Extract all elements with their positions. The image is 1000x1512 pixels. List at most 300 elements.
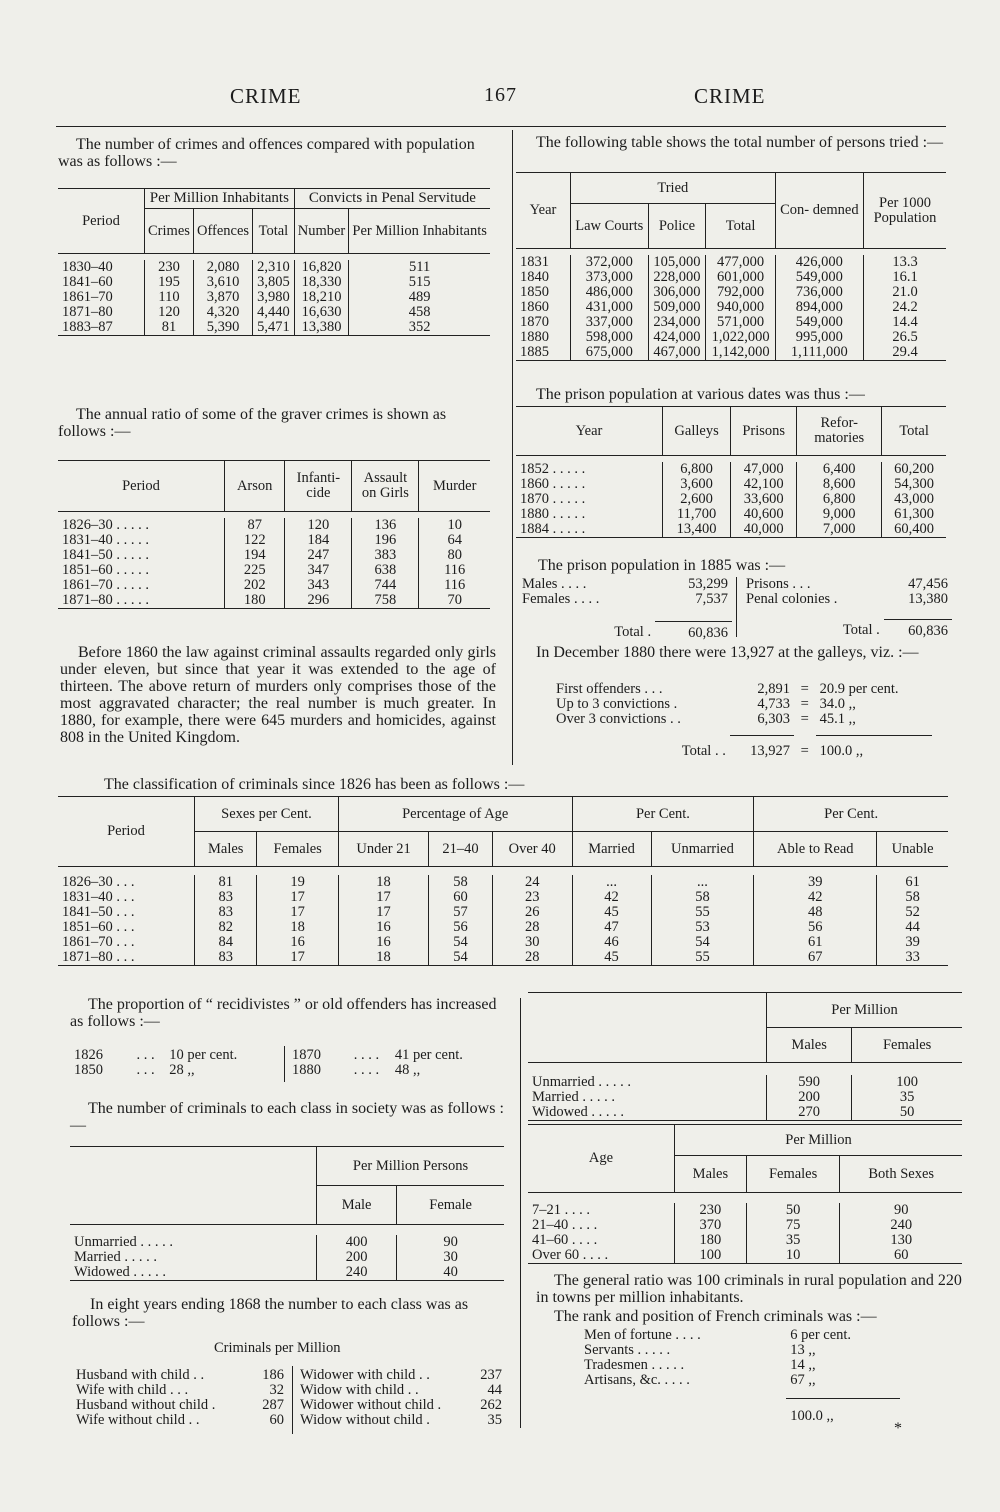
s12-males-head: Males — [675, 1156, 747, 1193]
s7-age-head: Percentage of Age — [338, 797, 572, 832]
s1-cell: 110 — [145, 290, 194, 305]
s10-cell: 237 — [480, 1367, 502, 1383]
s10-cell: Husband with child . . — [76, 1367, 205, 1383]
s8-cell: 1826 — [74, 1047, 103, 1063]
s4-cell: 47,000 — [731, 462, 797, 477]
s11-females-head: Females — [852, 1028, 962, 1063]
s1-cell: 16,630 — [294, 305, 349, 320]
s3-cell: 1885 — [516, 345, 571, 361]
s3-cell: 549,000 — [775, 315, 863, 330]
s5-cell: 60,836 — [688, 624, 728, 641]
s8-cell: 10 per cent. — [169, 1047, 238, 1063]
s3-cell: 306,000 — [648, 285, 706, 300]
s6-cell: = — [800, 711, 809, 727]
s2-murder-head: Murder — [419, 461, 490, 512]
s7-cell: 54 — [429, 950, 493, 966]
s2-cell: 122 — [225, 533, 285, 548]
s7-cell: 46 — [572, 935, 651, 950]
table-row — [516, 300, 946, 315]
s4-cell: 11,700 — [663, 507, 731, 522]
table-row — [296, 1383, 506, 1398]
table-row — [58, 890, 948, 905]
s12-cell: 7–21 . . . . — [532, 1202, 590, 1218]
s4-cell: 1860 . . . . . — [520, 476, 586, 492]
s8-cell: 1880 — [292, 1062, 321, 1078]
table-row — [580, 1328, 900, 1343]
s3-cell: 549,000 — [775, 270, 863, 285]
table-row — [552, 712, 932, 727]
s7-cell: 67 — [754, 950, 877, 966]
s8-intro: The proportion of “ recidivistes ” or old offenders has increased as follows :— — [70, 996, 497, 1030]
table-row — [72, 1368, 288, 1383]
s7-cell: 58 — [651, 890, 754, 905]
s1-cell: 4,440 — [253, 305, 295, 320]
s7-cell: 45 — [572, 950, 651, 966]
s12-cell: 370 — [675, 1218, 747, 1233]
table-row — [552, 697, 932, 712]
s10-cell: Widower without child . — [300, 1397, 442, 1413]
s5-cell: Total . — [842, 622, 880, 638]
s3-cell: 477,000 — [706, 255, 775, 270]
s7-cell: 24 — [492, 875, 572, 890]
s13-total: 100.0 ,, — [790, 1408, 834, 1424]
s4-reform-head: Refor- matories — [797, 407, 882, 456]
s7-cell: 30 — [492, 935, 572, 950]
s3-cell: 16.1 — [864, 270, 947, 285]
page-number: 167 — [484, 84, 517, 106]
table-row — [516, 522, 946, 538]
s1-cell: 1871–80 — [62, 304, 113, 320]
footnote-mark: * — [894, 1420, 902, 1437]
column-divider-top — [512, 130, 513, 765]
s2-cell: 1871–80 . . . . . — [58, 593, 225, 609]
s4-cell: 40,000 — [731, 522, 797, 538]
s2-cell: 383 — [352, 548, 419, 563]
s1-total-head: Total — [253, 209, 295, 254]
table-row — [742, 619, 952, 639]
s3-cell: 29.4 — [864, 345, 947, 361]
s2-cell: 180 — [225, 593, 285, 609]
s1-cell: 489 — [349, 290, 490, 305]
s2-cell: 184 — [285, 533, 352, 548]
s3-cell: 601,000 — [706, 270, 775, 285]
table-row — [742, 592, 952, 607]
s7-cell: 56 — [754, 920, 877, 935]
s7-cell: 48 — [754, 905, 877, 920]
s6-cell: Up to 3 convictions . — [556, 696, 678, 712]
s6-intro: In December 1880 there were 13,927 at the galleys, viz. :— — [536, 644, 919, 661]
s3-cell: 940,000 — [706, 300, 775, 315]
table-row — [58, 950, 948, 966]
s12-cell: 100 — [675, 1248, 747, 1264]
s10-cell: 287 — [262, 1397, 284, 1413]
s7-cell: 17 — [338, 890, 428, 905]
s1-cell: 16,820 — [294, 260, 349, 275]
s10-cell: 186 — [262, 1367, 284, 1383]
s3-cell: 792,000 — [706, 285, 775, 300]
s11-cell: Widowed . . . . . — [528, 1105, 767, 1121]
s6-cell: 34.0 ,, — [819, 696, 856, 712]
s6-cell: Total . . — [681, 742, 726, 759]
s10-caption: Criminals per Million — [214, 1340, 341, 1356]
s3-per1000-head: Per 1000 Population — [864, 173, 947, 249]
s7-sexes-head: Sexes per Cent. — [195, 797, 339, 832]
table-row — [70, 1048, 280, 1063]
s1-cell: 195 — [145, 275, 194, 290]
s6-cell: 20.9 per cent. — [819, 681, 899, 697]
s7-cell: 39 — [877, 935, 948, 950]
s3-cell: 486,000 — [571, 285, 649, 300]
s7-pc2-head: Per Cent. — [754, 797, 948, 832]
s2-cell: 347 — [285, 563, 352, 578]
table-row — [516, 507, 946, 522]
s4-cell: 1852 . . . . . — [520, 461, 586, 477]
s9-cell: 40 — [397, 1265, 504, 1281]
table-row — [580, 1373, 900, 1388]
per-million-marital-table — [528, 992, 962, 1121]
s10-cell: Widower with child . . — [300, 1367, 430, 1383]
table-row — [58, 593, 490, 609]
s12-cell: 41–60 . . . . — [532, 1232, 598, 1248]
s11-males-head: Males — [767, 1028, 852, 1063]
s13-cell: Artisans, &c. . . . . — [584, 1372, 690, 1388]
s8-cell: 1870 — [292, 1047, 321, 1063]
table-row — [742, 577, 952, 592]
s11-cell: 270 — [767, 1105, 852, 1121]
s12-cell: 75 — [746, 1218, 840, 1233]
table-row — [58, 275, 490, 290]
s4-cell: 1880 . . . . . — [520, 506, 586, 522]
s4-cell: 3,600 — [663, 477, 731, 492]
table-row — [58, 305, 490, 320]
table-row — [58, 518, 490, 533]
s5-cell: Prisons . . . — [746, 576, 811, 592]
s11-cell: 590 — [767, 1075, 852, 1090]
table-row — [516, 477, 946, 492]
s12-cell: 10 — [746, 1248, 840, 1264]
table-row — [528, 1075, 962, 1090]
s9-intro: The number of criminals to each class in society was as follows :— — [70, 1100, 504, 1134]
s2-arson-head: Arson — [225, 461, 285, 512]
s7-cell: 58 — [429, 875, 493, 890]
s7-cell: ... — [572, 875, 651, 890]
s7-cell: 42 — [572, 890, 651, 905]
s7-cell: 83 — [195, 950, 257, 966]
s2-cell: 1841–50 . . . . . — [62, 547, 149, 563]
s7-cell: 61 — [754, 935, 877, 950]
table-row — [70, 1235, 504, 1250]
column-divider-bottom — [520, 998, 521, 1428]
s3-cell: 24.2 — [864, 300, 947, 315]
s9-group-head: Per Million Persons — [317, 1147, 505, 1186]
s7-cell: 1861–70 . . . — [62, 934, 135, 950]
s2-cell: 1861–70 . . . . . — [62, 577, 149, 593]
s3-cell: 373,000 — [571, 270, 649, 285]
s7-cell: 19 — [257, 875, 338, 890]
s4-cell: 7,000 — [797, 522, 882, 538]
table-row — [518, 592, 732, 607]
s1-cell: 515 — [349, 275, 490, 290]
s9-cell: Unmarried . . . . . — [74, 1234, 174, 1250]
s3-cell: 431,000 — [571, 300, 649, 315]
s7-cell: 58 — [877, 890, 948, 905]
s7-intro: The classification of criminals since 1826 has been as follows :— — [104, 776, 525, 793]
running-head-right: CRIME — [694, 84, 766, 108]
s12-age-head: Age — [528, 1125, 675, 1193]
s6-cell: 4,733 — [757, 696, 790, 712]
table-row — [516, 462, 946, 477]
s3-cell: 509,000 — [648, 300, 706, 315]
s7-cell: 47 — [572, 920, 651, 935]
s6-cell: 6,303 — [757, 711, 790, 727]
s7-cell: 42 — [754, 890, 877, 905]
s7-cell: 55 — [651, 905, 754, 920]
s12-cell: 60 — [840, 1248, 962, 1264]
s11-cell: Unmarried . . . . . — [532, 1074, 632, 1090]
s7-cell: 17 — [257, 950, 338, 966]
s7-cell: 23 — [492, 890, 572, 905]
table-row — [296, 1368, 506, 1383]
table-row — [58, 920, 948, 935]
s7-cell: 84 — [195, 935, 257, 950]
s11-cell: 200 — [767, 1090, 852, 1105]
s9-female-head: Female — [397, 1186, 504, 1225]
s2-cell: 225 — [225, 563, 285, 578]
s7-cell: 28 — [492, 920, 572, 935]
s9-male-head: Male — [317, 1186, 397, 1225]
s5-cell: Females . . . . — [522, 591, 600, 607]
table-row — [516, 492, 946, 507]
running-head-left: CRIME — [230, 84, 302, 108]
s13-cell: Tradesmen . . . . . — [584, 1357, 685, 1373]
s5-cell: Total . — [614, 624, 652, 640]
s7-cell: 26 — [492, 905, 572, 920]
s10-cell: 35 — [487, 1412, 502, 1428]
s3-cell: 14.4 — [864, 315, 947, 330]
s7-cell: 1841–50 . . . — [62, 904, 135, 920]
s8-cell: . . . . — [353, 1062, 380, 1078]
s12-group-head: Per Million — [675, 1125, 963, 1156]
s2-cell: 136 — [352, 518, 419, 533]
table-row — [58, 320, 490, 336]
s7-cell: 56 — [429, 920, 493, 935]
s2-cell: 343 — [285, 578, 352, 593]
s7-cell: 53 — [651, 920, 754, 935]
s1-group2-head: Convicts in Penal Servitude — [294, 189, 490, 209]
s7-unmarried-head: Unmarried — [651, 832, 754, 867]
s3-cell: 995,000 — [775, 330, 863, 345]
family-status-right — [296, 1368, 506, 1428]
s2-cell: 744 — [352, 578, 419, 593]
s7-cell: 57 — [429, 905, 493, 920]
s1-cell: 18,330 — [294, 275, 349, 290]
s10-cell: 262 — [480, 1397, 502, 1413]
s3-cell: 675,000 — [571, 345, 649, 361]
s7-cell: 16 — [338, 920, 428, 935]
s5-cell: Penal colonies . — [746, 591, 838, 607]
s2-cell: 80 — [419, 548, 490, 563]
s4-total-head: Total — [882, 407, 946, 456]
s4-cell: 61,300 — [882, 507, 946, 522]
s5-cell: 13,380 — [908, 591, 948, 607]
s2-cell: 120 — [285, 518, 352, 533]
s2-cell: 194 — [225, 548, 285, 563]
s2-intro: The annual ratio of some of the graver crimes is shown as follows :— — [58, 406, 447, 440]
table-row — [516, 330, 946, 345]
s4-prisons-head: Prisons — [731, 407, 797, 456]
s4-cell: 54,300 — [882, 477, 946, 492]
s4-cell: 33,600 — [731, 492, 797, 507]
table-row — [70, 1265, 504, 1281]
table-row — [288, 1048, 502, 1063]
s8-cell: 1850 — [74, 1062, 103, 1078]
paragraph-ratio: The general ratio was 100 criminals in rural population and 220 in towns per million inhabitants. — [536, 1272, 962, 1306]
s2-assault-head: Assault on Girls — [352, 461, 419, 512]
s13-cell: 13 ,, — [790, 1342, 816, 1358]
s12-females-head: Females — [746, 1156, 840, 1193]
table-row — [516, 270, 946, 285]
table-row — [72, 1398, 288, 1413]
s7-married-head: Married — [572, 832, 651, 867]
table-row — [552, 682, 932, 697]
s1-cell: 3,610 — [193, 275, 252, 290]
s10-cell: Wife without child . . — [76, 1412, 200, 1428]
s7-cell: 60 — [429, 890, 493, 905]
s9-cell: 90 — [397, 1235, 504, 1250]
s5-intro: The prison population in 1885 was :— — [538, 557, 786, 574]
s3-cell: 1,022,000 — [706, 330, 775, 345]
s6-cell: First offenders . . . — [556, 681, 663, 697]
s7-cell: 18 — [338, 875, 428, 890]
s7-cell: 54 — [651, 935, 754, 950]
s3-year-head: Year — [516, 173, 571, 249]
s1-number-head: Number — [294, 209, 349, 254]
s7-cell: 83 — [195, 905, 257, 920]
class-society-table — [70, 1146, 504, 1281]
s3-cell: 894,000 — [775, 300, 863, 315]
table-row — [518, 621, 732, 641]
table-row — [58, 533, 490, 548]
s1-cell: 352 — [349, 320, 490, 336]
s3-cell: 1860 — [520, 299, 549, 315]
s3-cell: 228,000 — [648, 270, 706, 285]
s7-cell: 82 — [195, 920, 257, 935]
s12-cell: 130 — [840, 1233, 962, 1248]
s2-cell: 10 — [419, 518, 490, 533]
s12-cell: 240 — [840, 1218, 962, 1233]
table-row — [58, 905, 948, 920]
galleys-convictions-table — [552, 682, 932, 759]
s12-both-head: Both Sexes — [840, 1156, 962, 1193]
s1-cell: 1861–70 — [62, 289, 113, 305]
s8-cell: . . . . — [353, 1047, 380, 1063]
s10-cell: Husband without child . — [76, 1397, 216, 1413]
s3-cell: 337,000 — [571, 315, 649, 330]
s3-cell: 13.3 — [864, 255, 947, 270]
table-row — [580, 1343, 900, 1358]
s12-cell: 35 — [746, 1233, 840, 1248]
s7-males-head: Males — [195, 832, 257, 867]
table-row — [528, 1248, 962, 1264]
s2-cell: 1826–30 . . . . . — [62, 517, 149, 533]
s4-cell: 2,600 — [663, 492, 731, 507]
s7-cell: 17 — [338, 905, 428, 920]
s3-cell: 1840 — [520, 269, 549, 285]
s10-cell: 60 — [269, 1412, 284, 1428]
s3-police-head: Police — [648, 204, 706, 249]
table-row — [528, 1203, 962, 1218]
s1-cell: 18,210 — [294, 290, 349, 305]
s3-cell: 105,000 — [648, 255, 706, 270]
graver-crimes-table — [58, 460, 490, 609]
s3-cell: 467,000 — [648, 345, 706, 361]
table-row — [516, 345, 946, 361]
table-row — [58, 578, 490, 593]
s7-cell: 54 — [429, 935, 493, 950]
s5-cell: 7,537 — [695, 591, 728, 607]
family-status-left — [72, 1368, 288, 1428]
s12-cell: 90 — [840, 1203, 962, 1218]
s4-cell: 13,400 — [663, 522, 731, 538]
s13-cell: 6 per cent. — [790, 1327, 852, 1343]
s2-cell: 70 — [419, 593, 490, 609]
s2-cell: 196 — [352, 533, 419, 548]
s6-cell: 13,927 — [750, 743, 790, 759]
s1-per-million-head: Per Million Inhabitants — [349, 209, 490, 254]
s2-period-head: Period — [58, 461, 225, 512]
recidivistes-left — [70, 1048, 280, 1078]
s9-cell: 240 — [317, 1265, 397, 1281]
s12-cell: 180 — [675, 1233, 747, 1248]
s4-cell: 9,000 — [797, 507, 882, 522]
table-row — [516, 315, 946, 330]
s4-cell: 42,100 — [731, 477, 797, 492]
s6-cell: 100.0 ,, — [819, 743, 864, 759]
s1-cell: 3,980 — [253, 290, 295, 305]
paragraph-law: Before 1860 the law against criminal assaults regarded only girls under eleven, but since that year it was extended to the age of thirteen. The above return of murders only comprises those of the most aggravated character; the real number is much greater. In 1880, for example, there were 645 murders and homicides, against 808 in the United Kingdom. — [60, 644, 496, 746]
s3-cell: 736,000 — [775, 285, 863, 300]
s11-cell: 35 — [852, 1090, 962, 1105]
s7-cell: 16 — [338, 935, 428, 950]
table-row — [288, 1063, 502, 1078]
s10-cell: 32 — [269, 1382, 284, 1398]
table-row — [58, 260, 490, 275]
prison-population-table — [516, 406, 946, 538]
s1-intro: The number of crimes and offences compared with population was as follows :— — [58, 136, 475, 170]
s10-cell: Wife with child . . . — [76, 1382, 189, 1398]
table-row — [296, 1398, 506, 1413]
s4-cell: 60,200 — [882, 462, 946, 477]
table-row — [528, 1218, 962, 1233]
s10-cell: 44 — [487, 1382, 502, 1398]
s1-cell: 4,320 — [193, 305, 252, 320]
s7-cell: 39 — [754, 875, 877, 890]
s4-cell: 6,800 — [663, 462, 731, 477]
crimes-population-table — [58, 188, 490, 336]
s4-cell: 1884 . . . . . — [516, 522, 663, 538]
table-row — [58, 563, 490, 578]
s7-cell: 1831–40 . . . — [62, 889, 135, 905]
s2-cell: 87 — [225, 518, 285, 533]
s2-infanticide-head: Infanti- cide — [285, 461, 352, 512]
s11-cell: Married . . . . . — [532, 1089, 615, 1105]
s9-cell: Married . . . . . — [74, 1249, 157, 1265]
s10-divider — [292, 1366, 293, 1434]
s3-cell: 598,000 — [571, 330, 649, 345]
s3-cell: 1850 — [520, 284, 549, 300]
s7-cell: ... — [651, 875, 754, 890]
table-row — [70, 1063, 280, 1078]
